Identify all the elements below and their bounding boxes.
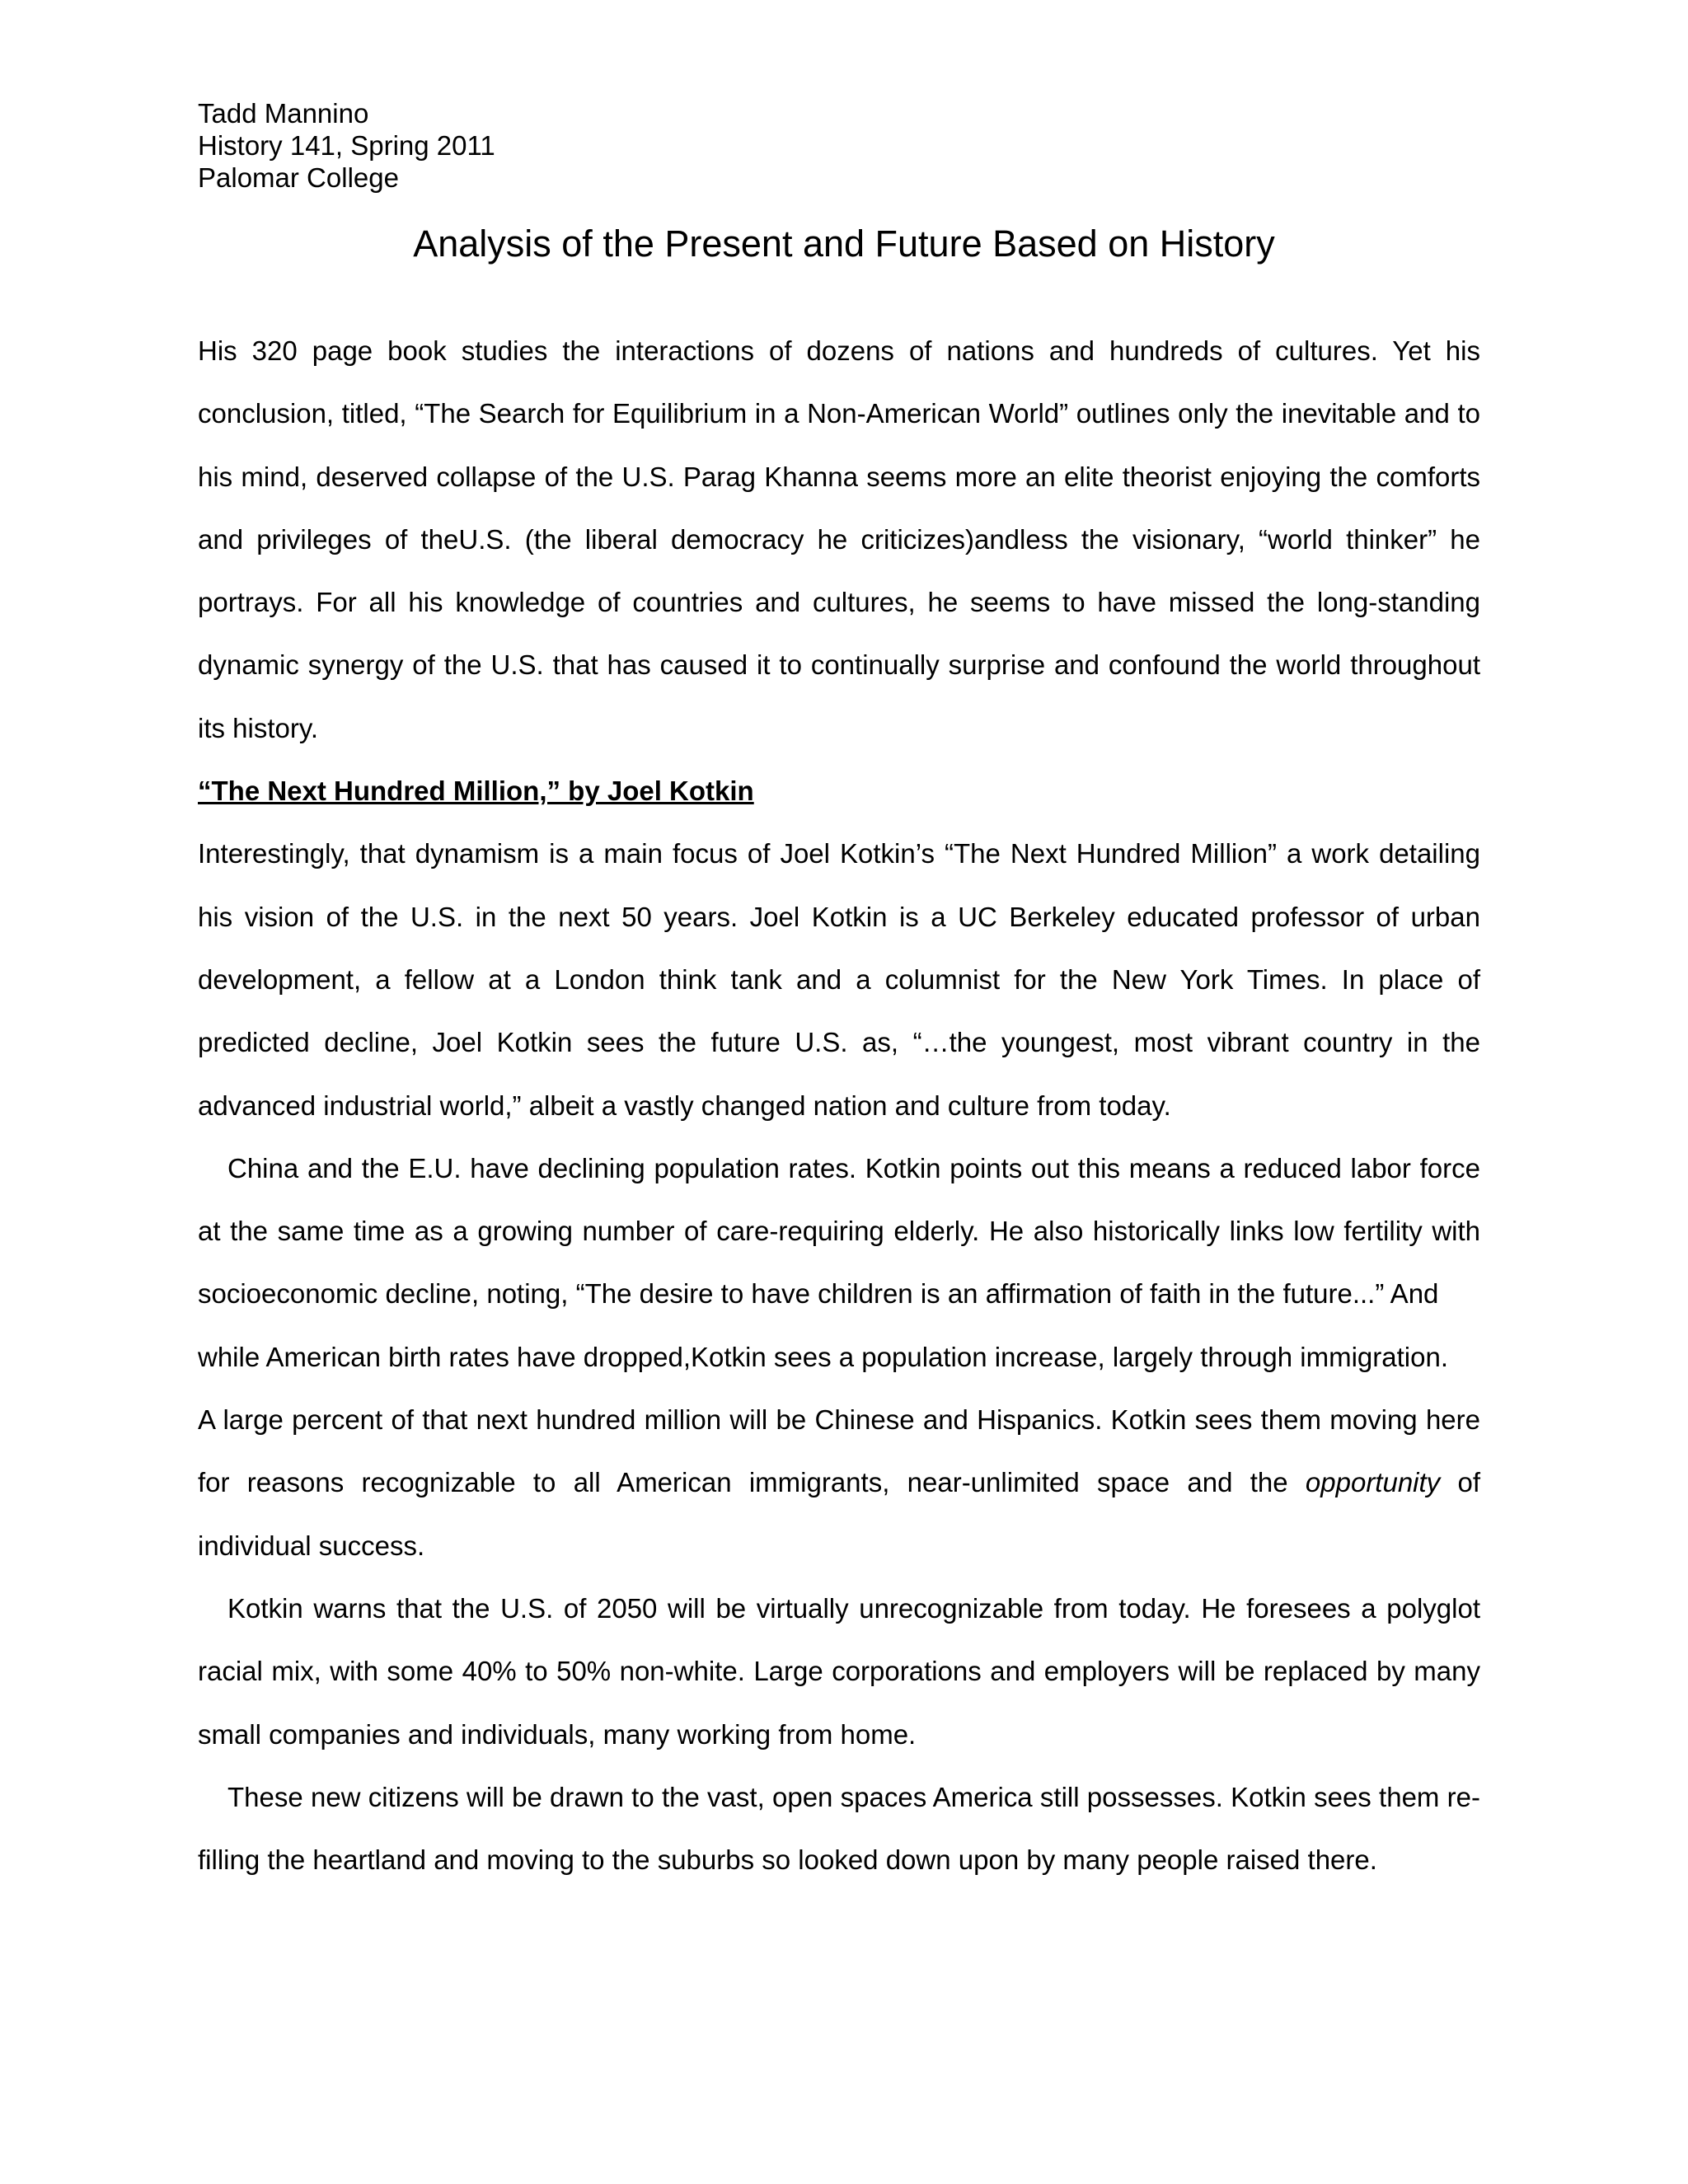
author-header: [198, 97, 495, 194]
course-info: History 141, Spring 2011: [198, 130, 495, 161]
author-name: Tadd Mannino: [198, 98, 369, 129]
document-title: Analysis of the Present and Future Based on History: [413, 223, 1275, 265]
immigrants-text-start: A large percent of that next hundred million will be Chinese and Hispanics. Kotkin sees them moving here for reasons recognizable to all American immigrants, near-unlimited space and the: [198, 1404, 1480, 1498]
paragraph-birth-rates: [198, 1326, 1480, 1389]
birth-rates-text: while American birth rates have dropped,Kotkin sees a population increase, largely through immigration.: [198, 1341, 1449, 1372]
document-body: [198, 320, 1480, 1891]
paragraph-immigrants: [198, 1389, 1480, 1577]
school-name: Palomar College: [198, 162, 399, 193]
section-heading: [198, 760, 1480, 823]
paragraph-khanna-critique: His 320 page book studies the interactions of dozens of nations and hundreds of cultures. Yet his conclusion, titled, “The Search for Equilibrium in a Non-American World” outlines only the inevitable and to his mind, deserved collapse of the U.S. Parag Khanna seems more an elite theorist enjoying the comforts and privileges of theU.S. (the liberal democracy he criticizes)andless the visionary, “world thinker” he portrays. For all his knowledge of countries and cultures, he seems to have missed the long-standing dynamic synergy of the U.S. that has caused it to continually surprise and confound the world throughout its history.: [198, 335, 1480, 743]
section-heading-text: “The Next Hundred Million,” by Joel Kotkin: [198, 776, 754, 807]
paragraph-kotkin-intro: Interestingly, that dynamism is a main focus of Joel Kotkin’s “The Next Hundred Million” a work detailing his vision of the U.S. in the next 50 years. Joel Kotkin is a UC Berkeley educated professor of urban development, a fellow at a London think tank and a columnist for the New York Times. In place of predicted decline, Joel Kotkin sees the future U.S. as, “…the youngest, most vibrant country in the advanced industrial world,” albeit a vastly changed nation and culture from today.: [198, 838, 1480, 1121]
emphasis-opportunity: opportunity: [1305, 1467, 1441, 1498]
paragraph-new-citizens: These new citizens will be drawn to the vast, open spaces America still possesses. Kotkin sees them re-filling the heartland and moving to the suburbs so looked down upon by many people raised there.: [198, 1781, 1480, 1876]
paragraph-population-rates: China and the E.U. have declining population rates. Kotkin points out this means a reduced labor force at the same time as a growing number of care-requiring elderly. He also historically links low fertility with socioeconomic decline, noting, “The desire to have children is an affirmation of faith in the future...” And: [198, 1152, 1480, 1310]
paragraph-future-us: Kotkin warns that the U.S. of 2050 will be virtually unrecognizable from today. He foresees a polyglot racial mix, with some 40% to 50% non-white. Large corporations and employers will be replaced by many small companies and individuals, many working from home.: [198, 1592, 1480, 1750]
immigrants-text-end: of individual success.: [198, 1467, 1480, 1561]
